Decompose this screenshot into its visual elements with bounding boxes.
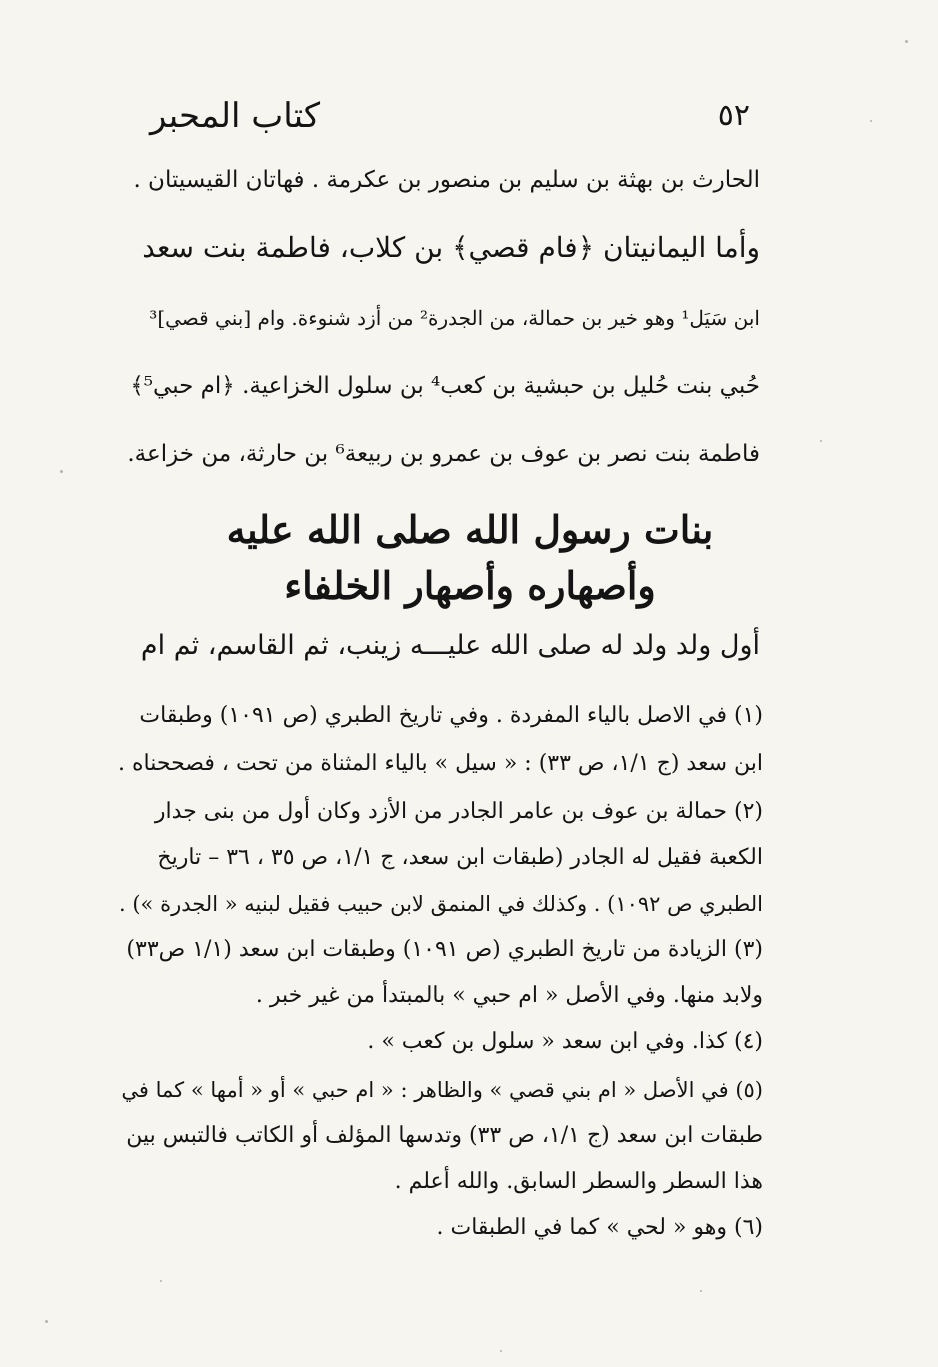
body-line-5: فاطمة بنت نصر بن عوف بن عمرو بن ربيعة⁶ بن حارثة، من خزاعة. <box>127 441 760 467</box>
paper-speck <box>60 470 63 473</box>
footnote-line: الكعبة فقيل له الجادر (طبقات ابن سعد، ج ١/١، ص ٣٥ ، ٣٦ – تاريخ <box>157 845 763 870</box>
body-line-2: وأما اليمانيتان ﴿فام قصي﴾ بن كلاب، فاطمة بنت سعد <box>142 231 760 264</box>
paper-speck <box>45 1320 48 1323</box>
footnote-line: (٣) الزيادة من تاريخ الطبري (ص ١٠٩١) وطبقات ابن سعد (١/١ ص٣٣) <box>126 937 763 962</box>
footnote-line: (٢) حمالة بن عوف بن عامر الجادر من الأزد وكان أول من بنى جدار <box>154 799 763 824</box>
footnote-line: ولابد منها. وفي الأصل « ام حبي » بالمبتدأ من غير خبر . <box>255 983 763 1008</box>
paper-speck <box>820 440 822 442</box>
footnote-line: ابن سعد (ج ١/١، ص ٣٣) : « سيل » بالياء المثناة من تحت ، فصححناه . <box>118 751 763 776</box>
paper-speck <box>700 1290 702 1292</box>
footnote-line: طبقات ابن سعد (ج ١/١، ص ٣٣) وتدسها المؤلف أو الكاتب فالتبس بين <box>126 1123 763 1148</box>
footnote-line: هذا السطر والسطر السابق. والله أعلم . <box>394 1169 763 1194</box>
footnote-line: الطبري ص ١٠٩٢) . وكذلك في المنمق لابن حبيب فقيل لبنيه « الجدرة ») . <box>119 892 763 916</box>
footnote-line: (٤) كذا. وفي ابن سعد « سلول بن كعب » . <box>367 1029 763 1054</box>
section-heading-line-2: وأصهاره وأصهار الخلفاء <box>284 563 656 608</box>
paper-speck <box>870 120 872 122</box>
body-line-1: الحارث بن بهثة بن سليم بن منصور بن عكرمة . فهاتان القيسيتان . <box>133 167 760 193</box>
section-first-line: أول ولد ولد له صلى الله عليـــه زينب، ثم القاسم، ثم ام <box>140 630 760 661</box>
footnote-line: (٦) وهو « لحي » كما في الطبقات . <box>436 1215 763 1240</box>
page-number: ٥٢ <box>717 98 750 133</box>
section-heading-line-1: بنات رسول الله صلى الله عليه <box>226 507 714 552</box>
body-line-4: حُبي بنت حُليل بن حبشية بن كعب⁴ بن سلول الخزاعية. ﴿ام حبي⁵﴾ <box>130 373 760 399</box>
running-title: كتاب المحبر <box>150 96 321 136</box>
paper-speck <box>905 40 908 43</box>
paper-speck <box>160 1280 162 1282</box>
footnote-line: (٥) في الأصل « ام بني قصي » والظاهر : « ام حبي » أو « أمها » كما في <box>121 1078 763 1102</box>
paper-speck <box>500 1350 502 1352</box>
footnote-line: (١) في الاصل بالياء المفردة . وفي تاريخ الطبري (ص ١٠٩١) وطبقات <box>139 703 763 728</box>
body-line-3: ابن سَيَل¹ وهو خير بن حمالة، من الجدرة² من أزد شنوءة. وام [بني قصي]³ <box>149 306 760 330</box>
page-header <box>150 96 750 146</box>
